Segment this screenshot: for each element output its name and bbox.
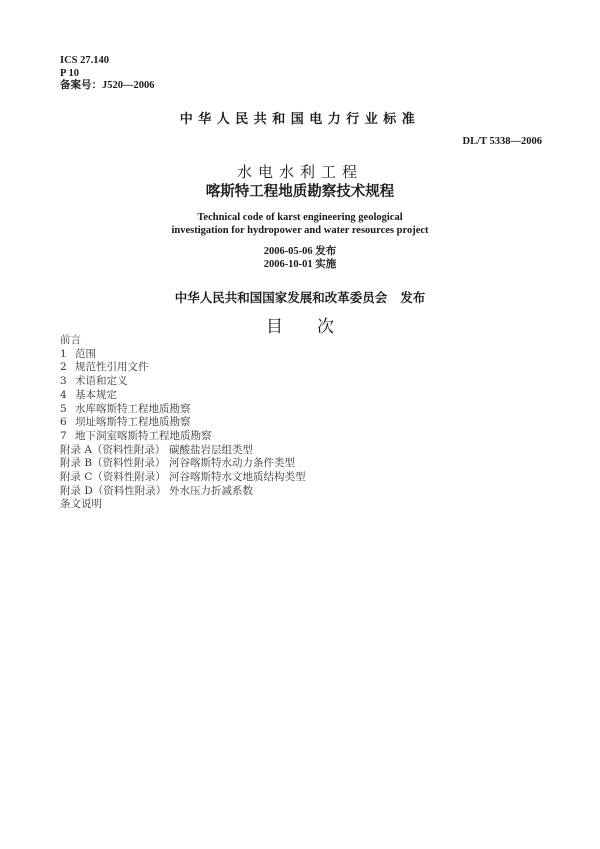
toc-item-explanation[interactable] xyxy=(60,498,306,512)
english-title-line-1: Technical code of karst engineering geological xyxy=(197,212,403,223)
toc-item-label: 坝址喀斯特工程地质勘察 xyxy=(75,416,191,429)
toc-item-number: 2 xyxy=(60,361,67,374)
toc-item-number: 3 xyxy=(60,375,67,388)
toc-item-appendix-a[interactable] xyxy=(60,444,306,458)
appendix-title: 河谷喀斯特水文地质结构类型 xyxy=(169,471,306,484)
appendix-title: 河谷喀斯特水动力条件类型 xyxy=(169,457,295,470)
publisher: 中华人民共和国国家发展和改革委员会 发布 xyxy=(174,290,426,305)
toc-item-chapter-2[interactable] xyxy=(60,361,306,375)
ics-code: ICS 27.140 xyxy=(60,55,110,66)
toc-item-label: 前言 xyxy=(60,334,81,346)
appendix-title: 碳酸盐岩层组类型 xyxy=(169,443,253,456)
toc-item-chapter-4[interactable] xyxy=(60,389,306,403)
toc-item-appendix-b[interactable] xyxy=(60,457,306,471)
toc-item-number: 6 xyxy=(60,416,67,429)
toc-item-label: 地下洞室喀斯特工程地质勘察 xyxy=(75,429,212,442)
industry-standard-heading: 中华人民共和国电力行业标准 xyxy=(179,112,421,127)
toc-item-chapter-3[interactable] xyxy=(60,375,306,389)
appendix-label: 附录 D（资料性附录） xyxy=(60,484,167,497)
toc-item-label: 规范性引用文件 xyxy=(75,361,149,374)
toc-item-appendix-c[interactable] xyxy=(60,471,306,485)
english-title-line-2: investigation for hydropower and water resources project xyxy=(171,225,429,236)
issue-date: 2006-05-06 发布 xyxy=(263,246,337,257)
toc-item-number: 5 xyxy=(60,402,67,415)
appendix-title: 外水压力折减系数 xyxy=(169,484,253,497)
toc-item-appendix-d[interactable] xyxy=(60,485,306,499)
toc-item-label: 水库喀斯特工程地质勘察 xyxy=(75,402,191,415)
toc-item-chapter-7[interactable] xyxy=(60,430,306,444)
implementation-date: 2006-10-01 实施 xyxy=(263,259,337,270)
filing-number: 备案号：J520—2006 xyxy=(60,80,155,91)
toc-item-label: 术语和定义 xyxy=(75,375,128,388)
toc-item-label: 范围 xyxy=(75,347,96,360)
toc-item-number: 7 xyxy=(60,429,67,442)
toc-item-chapter-6[interactable] xyxy=(60,416,306,430)
title-line-2: 喀斯特工程地质勘察技术规程 xyxy=(205,184,395,200)
toc-heading-part1: 目 xyxy=(266,317,283,337)
toc-item-label: 条文说明 xyxy=(60,498,102,511)
title-line-1: 水电水利工程 xyxy=(236,163,363,181)
category-code: P 10 xyxy=(60,67,79,79)
appendix-label: 附录 C（资料性附录） xyxy=(60,471,166,484)
toc-item-label: 基本规定 xyxy=(75,388,117,401)
table-of-contents xyxy=(60,334,306,512)
standard-code: DL/T 5338—2006 xyxy=(462,136,542,147)
appendix-label: 附录 B（资料性附录） xyxy=(60,457,166,470)
appendix-label: 附录 A（资料性附录） xyxy=(60,443,166,456)
toc-item-preface[interactable] xyxy=(60,334,306,348)
toc-item-number: 4 xyxy=(60,388,67,401)
toc-heading-part2: 次 xyxy=(317,317,334,337)
toc-item-chapter-5[interactable] xyxy=(60,403,306,417)
toc-item-chapter-1[interactable] xyxy=(60,348,306,362)
toc-item-number: 1 xyxy=(60,347,67,360)
